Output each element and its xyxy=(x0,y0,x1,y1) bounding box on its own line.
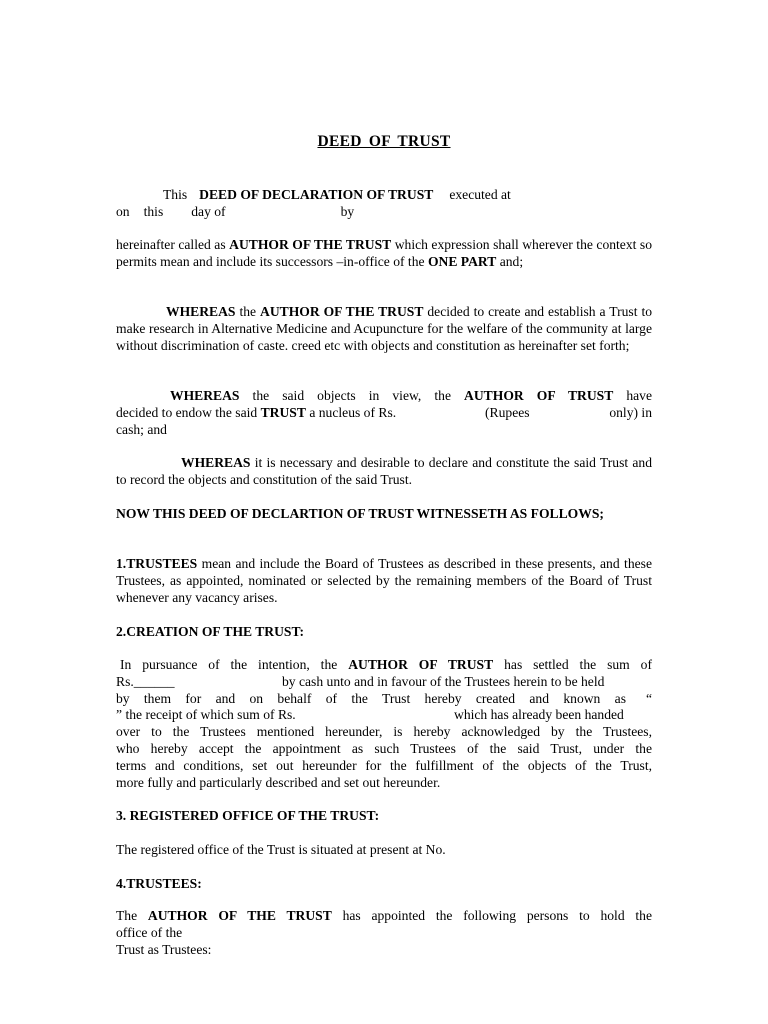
author-bold-2: ONE PART xyxy=(427,253,497,269)
trustees4-bold-1: AUTHOR OF THE TRUST xyxy=(147,908,332,923)
whereas2-bold-1: WHEREAS xyxy=(170,388,240,403)
trustees-appointment-paragraph xyxy=(116,908,652,958)
creation-text-1: In pursuance of the intention, the xyxy=(120,657,349,672)
whereas1-bold-1: WHEREAS xyxy=(166,304,236,319)
document-title: DEED OF TRUST xyxy=(317,133,451,150)
creation-line-6: who hereby accept the appointment as such Trustees of the said Trust, under the xyxy=(116,740,652,756)
whereas2-text-6: only) in xyxy=(609,404,652,420)
whereas3-text-1: it is necessary and desirable to declare and constitute the said Trust and to record the objects and constitution of the said Trust. xyxy=(116,455,652,487)
creation-line-5: over to the Trustees mentioned hereunder, is hereby acknowledged by the Trustees, xyxy=(116,724,652,740)
whereas2-text-4: a nucleus of Rs. xyxy=(305,404,397,420)
creation-line-3 xyxy=(116,691,652,708)
intro-by: by xyxy=(340,203,355,219)
whereas2-text-2: have xyxy=(613,388,653,403)
whereas-paragraph-2 xyxy=(116,388,652,438)
whereas1-text-1: the xyxy=(235,304,260,319)
whereas3-bold-1: WHEREAS xyxy=(181,455,251,470)
whereas1-text-2: decided to create and establish a Trust to make research in Alternative Medicine and Acupuncture for the welfare of the community at large without discrimination of caste. creed etc with objects and constitution as hereinafter set forth; xyxy=(116,304,653,353)
creation-open-quote: “ xyxy=(645,690,652,706)
creation-line-2 xyxy=(116,674,652,691)
author-paragraph xyxy=(116,237,652,271)
whereas1-bold-2: AUTHOR OF THE TRUST xyxy=(260,304,424,319)
creation-line-4 xyxy=(116,707,652,724)
registered-office-heading: 3. REGISTERED OFFICE OF THE TRUST: xyxy=(116,808,380,823)
intro-day-of: day of xyxy=(191,203,226,219)
author-bold-1: AUTHOR OF THE TRUST xyxy=(229,237,392,252)
whereas2-text-1: the said objects in view, the xyxy=(239,388,465,403)
creation-bold-1: AUTHOR OF TRUST xyxy=(348,657,494,672)
creation-heading: 2.CREATION OF THE TRUST: xyxy=(116,624,305,639)
intro-this: This xyxy=(163,187,188,202)
creation-line-1 xyxy=(116,657,652,674)
whereas2-text-3: decided to endow the said xyxy=(116,404,261,420)
now-this-deed-paragraph: NOW THIS DEED OF DECLARTION OF TRUST WITNESSETH AS FOLLOWS; xyxy=(116,506,604,521)
creation-paragraph xyxy=(116,657,652,791)
trustees4-text-1: The xyxy=(116,908,148,923)
trustees4-line-1 xyxy=(116,908,652,925)
creation-line-8: more fully and particularly described and set out hereunder. xyxy=(116,774,441,790)
whereas-paragraph-1 xyxy=(116,304,652,354)
creation-rs-blank: Rs.______ xyxy=(116,673,175,689)
registered-office-paragraph: The registered office of the Trust is situated at present at No. xyxy=(116,842,446,857)
author-text-3: and; xyxy=(496,253,524,269)
intro-deed-declaration: DEED OF DECLARATION OF TRUST xyxy=(199,187,434,202)
trustees4-text-2: has appointed the following persons to hold the xyxy=(331,908,652,923)
creation-text-6: which has already been handed xyxy=(454,707,624,723)
author-text-2: which expression shall wherever the context so permits mean and include its successors –in-office of the xyxy=(116,237,653,269)
trustees-bold: 1.TRUSTEES xyxy=(116,556,198,571)
creation-text-3: by cash unto and in favour of the Trustees herein to be held xyxy=(282,673,605,689)
trustees-heading: 4.TRUSTEES: xyxy=(116,876,202,891)
whereas2-bold-2: AUTHOR OF TRUST xyxy=(464,388,614,403)
trustees4-line-3: Trust as Trustees: xyxy=(116,941,212,957)
whereas-paragraph-3 xyxy=(116,455,652,489)
intro-executed-at: executed at xyxy=(449,187,511,202)
whereas2-line-1 xyxy=(116,388,652,405)
trustees4-line-2: office of the xyxy=(116,924,183,940)
trustees-text: mean and include the Board of Trustees as described in these presents, and these Trustees, as appointed, nominated or selected by the remaining members of the Board of Trust whenever any vacancy arises. xyxy=(116,556,652,605)
creation-line-7: terms and conditions, set out hereunder for the fulfillment of the objects of the Trust, xyxy=(116,757,652,773)
creation-close-quote: ” xyxy=(116,707,123,723)
intro-paragraph xyxy=(116,187,652,221)
creation-text-4: by them for and on behalf of the Trust hereby created and known as xyxy=(116,690,626,706)
intro-this2: this xyxy=(143,203,164,219)
author-text-1: hereinafter called as xyxy=(116,237,230,252)
creation-text-2: has settled the sum of xyxy=(493,657,652,672)
whereas2-line-3: cash; and xyxy=(116,421,167,437)
creation-text-5: the receipt of which sum of Rs. xyxy=(122,707,296,723)
intro-on: on xyxy=(116,203,130,219)
whereas2-line-2 xyxy=(116,405,652,422)
whereas2-text-5: (Rupees xyxy=(485,404,530,420)
whereas2-bold-3: TRUST xyxy=(260,404,306,420)
trustees-definition-paragraph xyxy=(116,556,652,606)
